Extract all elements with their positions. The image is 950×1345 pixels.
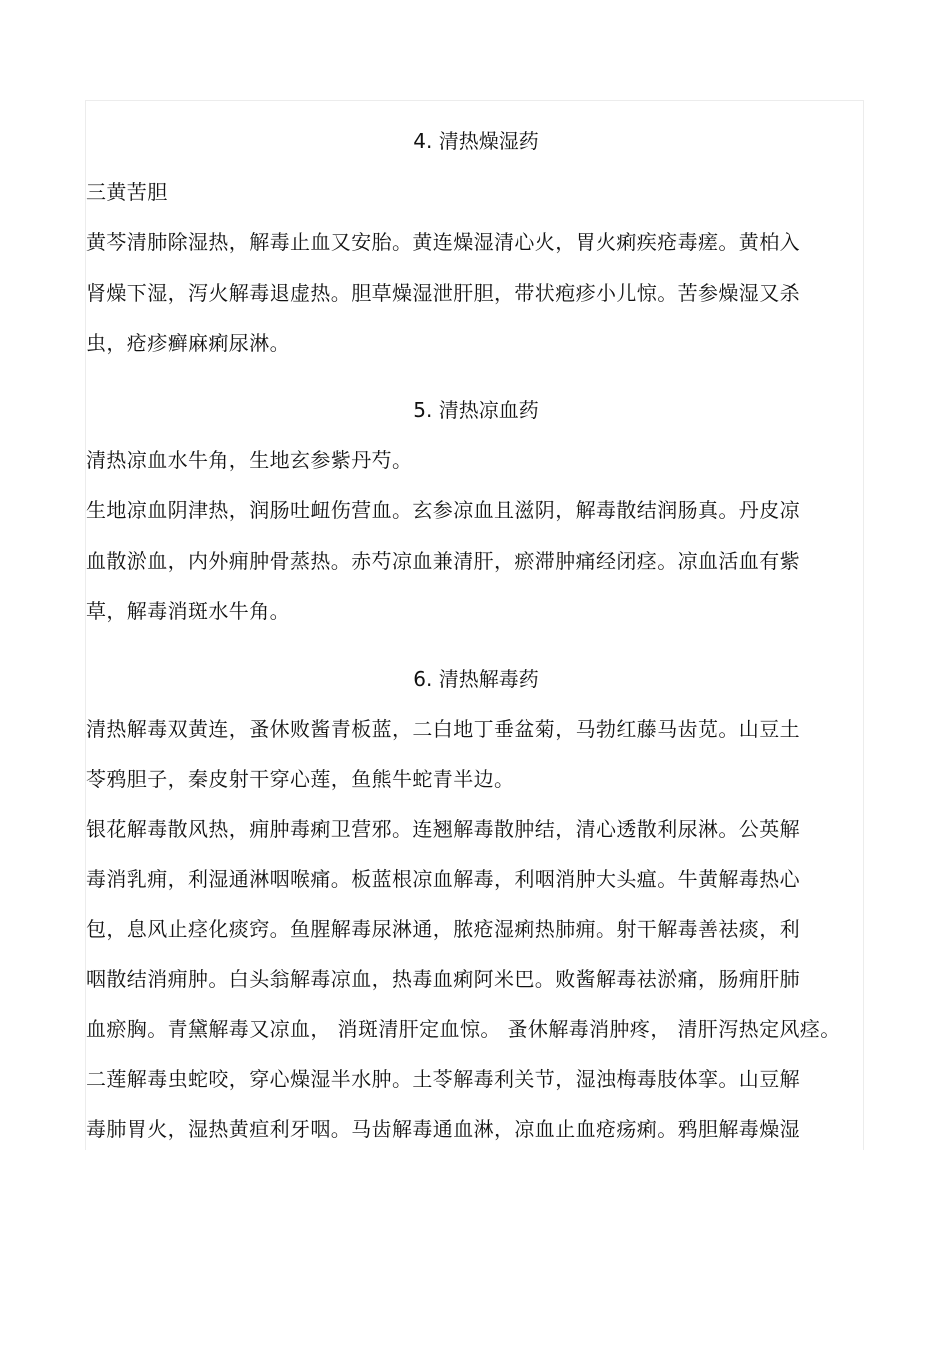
section-4-body-line: 肾燥下湿，泻火解毒退虚热。胆草燥湿泄肝胆，带状疱疹小儿惊。苦参燥湿又杀 <box>86 281 800 305</box>
section-4-summary: 三黄苦胆 <box>86 180 168 204</box>
section-5-body-line: 生地凉血阴津热，润肠吐衄伤营血。玄参凉血且滋阴，解毒散结润肠真。丹皮凉 <box>86 498 800 522</box>
section-4-heading: 4. 清热燥湿药 <box>413 129 539 153</box>
section-6-body-line: 血瘀胸。青黛解毒又凉血， 消斑清肝定血惊。 蚤休解毒消肿疼， 清肝泻热定风痉。 <box>86 1017 841 1041</box>
section-6-body-line: 咽散结消痈肿。白头翁解毒凉血，热毒血痢阿米巴。败酱解毒祛淤痛，肠痈肝肺 <box>86 967 800 991</box>
section-4-body-line: 虫，疮疹癣麻痢尿淋。 <box>86 331 290 355</box>
section-6-body-line: 银花解毒散风热，痈肿毒痢卫营邪。连翘解毒散肿结，清心透散利尿淋。公英解 <box>86 817 800 841</box>
section-6-summary-line: 苓鸦胆子，秦皮射干穿心莲，鱼熊牛蛇青半边。 <box>86 767 515 791</box>
section-6-body-line: 毒肺胃火，湿热黄疸利牙咽。马齿解毒通血淋，凉血止血疮疡痢。鸦胆解毒燥湿 <box>86 1117 800 1141</box>
section-6-heading: 6. 清热解毒药 <box>413 667 539 691</box>
section-5-body-line: 血散淤血，内外痈肿骨蒸热。赤芍凉血兼清肝，瘀滞肿痛经闭痉。凉血活血有紫 <box>86 549 800 573</box>
section-6-body-line: 二莲解毒虫蛇咬，穿心燥湿半水肿。土苓解毒利关节，湿浊梅毒肢体挛。山豆解 <box>86 1067 800 1091</box>
document-body <box>86 100 846 1150</box>
section-5-heading: 5. 清热凉血药 <box>413 398 539 422</box>
section-4-body-line: 黄芩清肺除湿热，解毒止血又安胎。黄连燥湿清心火，胃火痢疾疮毒瘥。黄柏入 <box>86 230 800 254</box>
section-6-body-line: 包，息风止痉化痰窍。鱼腥解毒尿淋通，脓疮湿痢热肺痈。射干解毒善祛痰，利 <box>86 917 800 941</box>
section-6-summary-line: 清热解毒双黄连，蚤休败酱青板蓝，二白地丁垂盆菊，马勃红藤马齿苋。山豆土 <box>86 717 800 741</box>
section-5-body-line: 草，解毒消斑水牛角。 <box>86 599 290 623</box>
section-5-summary: 清热凉血水牛角，生地玄参紫丹芍。 <box>86 448 413 472</box>
section-6-body-line: 毒消乳痈，利湿通淋咽喉痛。板蓝根凉血解毒，利咽消肿大头瘟。牛黄解毒热心 <box>86 867 800 891</box>
